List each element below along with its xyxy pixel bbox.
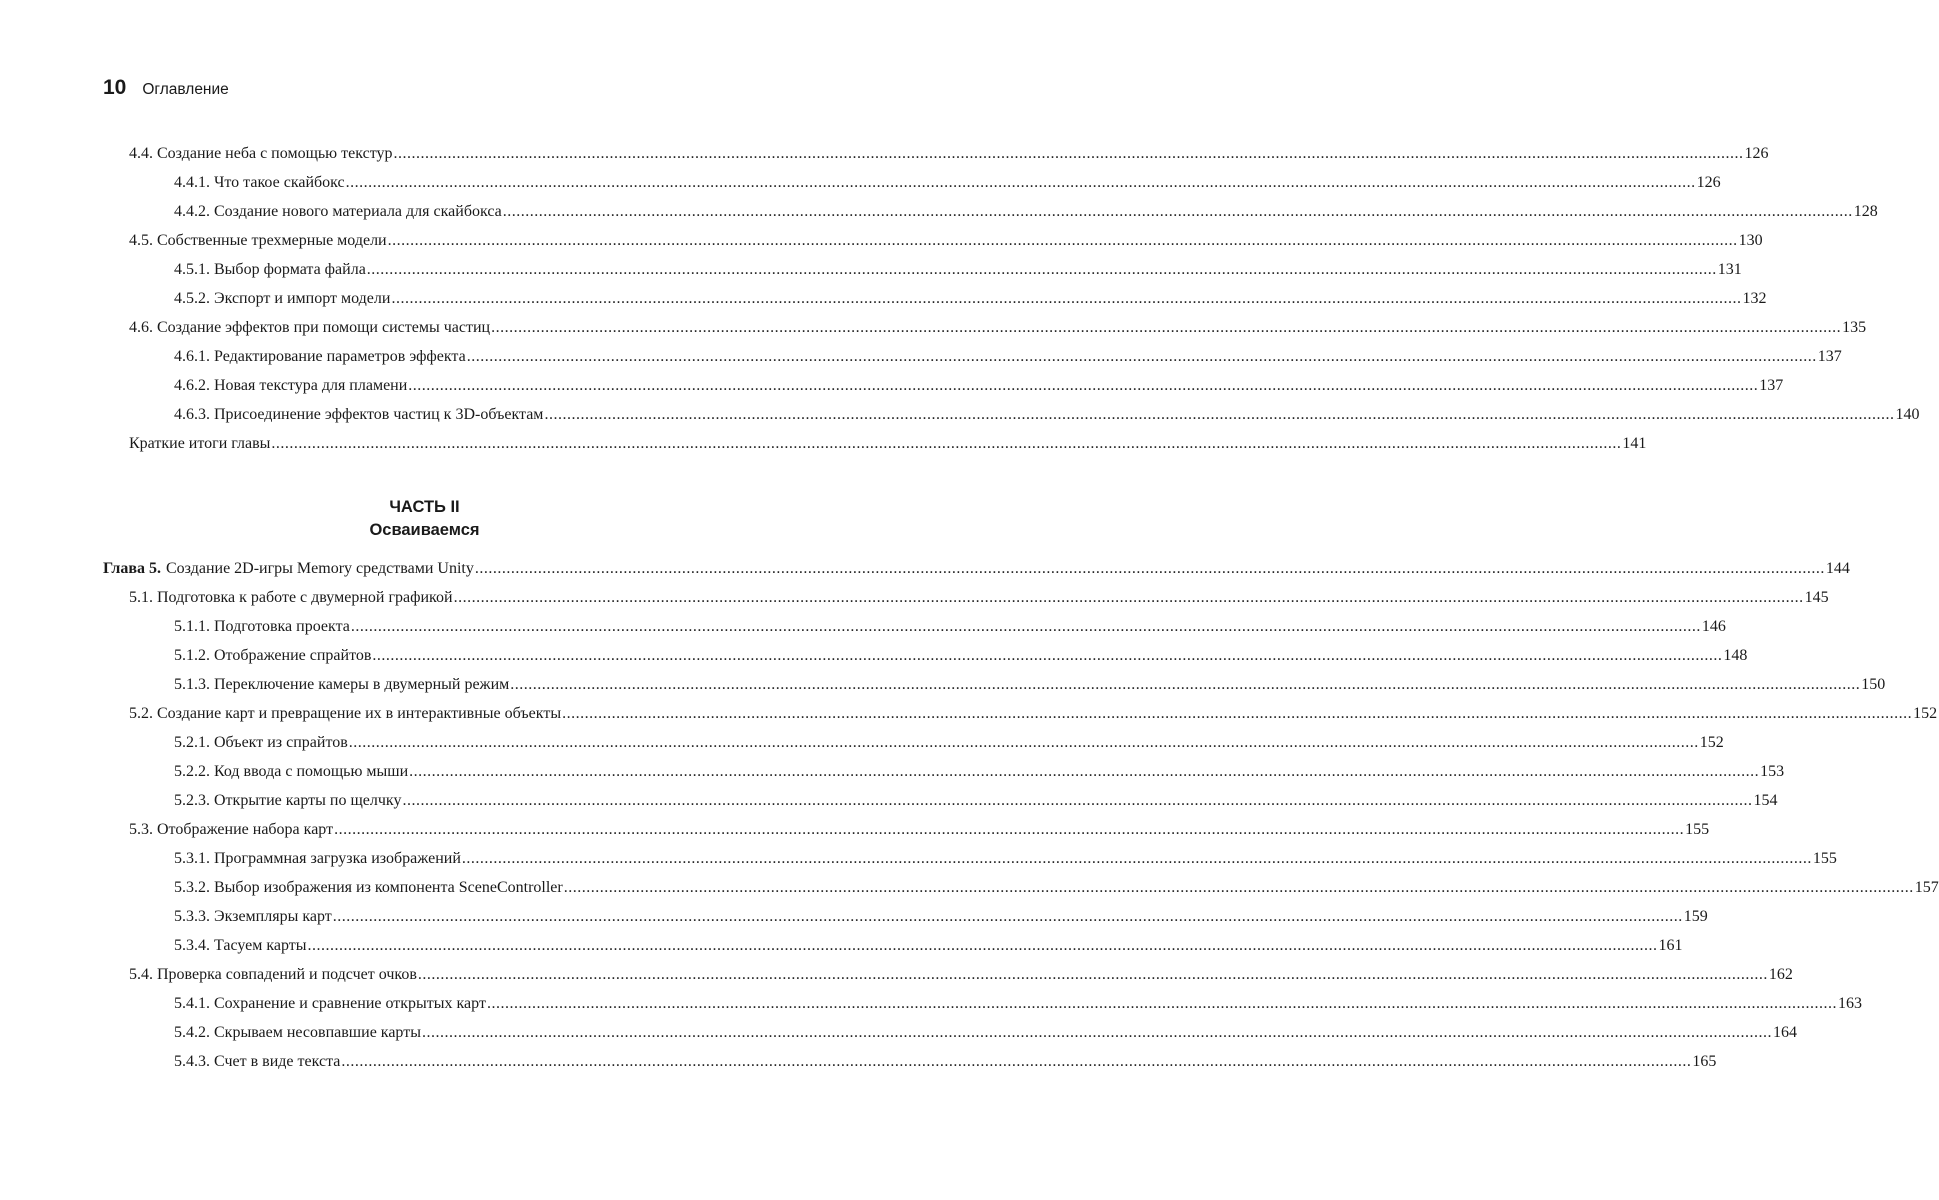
dot-leader: ............................................................................................................................................................................................................................................................................................................ <box>366 261 1717 278</box>
running-head <box>103 76 229 100</box>
toc-entry-title <box>174 670 509 699</box>
toc-entry <box>0 1018 1797 1047</box>
toc-entry <box>0 757 1785 786</box>
toc-page-number: 146 <box>1701 618 1726 635</box>
toc-entry-text: 4.6.3. Присоединение эффектов частиц к 3D-объектам <box>174 406 544 423</box>
toc-entry <box>0 313 1867 342</box>
toc-entry-text: 5.4.2. Скрываем несовпавшие карты <box>174 1024 421 1041</box>
toc-entry-title <box>103 554 474 583</box>
dot-leader: ............................................................................................................................................................................................................................................................................................................ <box>486 995 1837 1012</box>
toc-entry-text: 5.2.2. Код ввода с помощью мыши <box>174 763 409 780</box>
dot-leader: ............................................................................................................................................................................................................................................................................................................ <box>271 435 1622 452</box>
toc-entry-text: 5.3. Отображение набора карт <box>129 821 334 838</box>
toc-entry <box>0 342 1842 371</box>
toc-entry-title <box>174 197 502 226</box>
toc-entry-text: 5.2. Создание карт и превращение их в интерактивные объекты <box>129 705 562 722</box>
toc-page-number: 137 <box>1817 348 1842 365</box>
toc-page-number: 154 <box>1753 792 1778 809</box>
running-title: Оглавление <box>142 81 229 98</box>
toc-entry-title <box>174 342 466 371</box>
toc-page-number: 159 <box>1683 908 1708 925</box>
dot-leader: ............................................................................................................................................................................................................................................................................................................ <box>387 232 1738 249</box>
dot-leader: ............................................................................................................................................................................................................................................................................................................ <box>372 647 1723 664</box>
toc-entry-title <box>174 1018 421 1047</box>
dot-leader: ............................................................................................................................................................................................................................................................................................................ <box>341 1053 1692 1070</box>
toc-entry <box>0 255 1742 284</box>
toc-entry-text: 5.4.1. Сохранение и сравнение открытых карт <box>174 995 486 1012</box>
toc-entry-title <box>174 902 332 931</box>
toc-entry <box>0 670 1886 699</box>
toc-entry-text: 5.3.4. Тасуем карты <box>174 937 307 954</box>
dot-leader: ............................................................................................................................................................................................................................................................................................................ <box>466 348 1817 365</box>
dot-leader: ............................................................................................................................................................................................................................................................................................................ <box>562 705 1913 722</box>
toc-entry-text: 5.3.3. Экземпляры карт <box>174 908 332 925</box>
toc-entry-text: 4.5.2. Экспорт и импорт модели <box>174 290 391 307</box>
toc-entry <box>0 786 1778 815</box>
toc-entry <box>0 612 1726 641</box>
toc-entry <box>0 902 1708 931</box>
toc-entry-title <box>129 815 333 844</box>
toc-section-chapter-4 <box>0 139 1920 458</box>
dot-leader: ............................................................................................................................................................................................................................................................................................................ <box>334 821 1685 838</box>
toc-entry-title <box>174 728 348 757</box>
toc-entry-title <box>174 989 486 1018</box>
dot-leader: ............................................................................................................................................................................................................................................................................................................ <box>391 290 1742 307</box>
toc-entry <box>0 139 1769 168</box>
toc-page-number: 152 <box>1699 734 1724 751</box>
part-heading <box>0 496 849 542</box>
toc-entry-text: Создание 2D-игры Memory средствами Unity <box>166 560 474 577</box>
toc-page-number: 152 <box>1913 705 1938 722</box>
dot-leader: ............................................................................................................................................................................................................................................................................................................ <box>502 203 1853 220</box>
toc-entry <box>0 168 1721 197</box>
toc-entry-title <box>174 786 401 815</box>
part-title: Осваиваемся <box>369 521 480 539</box>
toc-entry-title <box>174 371 407 400</box>
toc-entry-title <box>174 844 461 873</box>
dot-leader: ............................................................................................................................................................................................................................................................................................................ <box>332 908 1683 925</box>
toc-page-number: 132 <box>1742 290 1767 307</box>
toc-entry-text: 5.3.1. Программная загрузка изображений <box>174 850 461 867</box>
toc-page-number: 135 <box>1842 319 1867 336</box>
toc-entry-title <box>174 612 350 641</box>
toc-page-number: 126 <box>1696 174 1721 191</box>
dot-leader: ............................................................................................................................................................................................................................................................................................................ <box>402 792 1753 809</box>
toc-page-number: 163 <box>1837 995 1862 1012</box>
toc-entry-title <box>129 960 417 989</box>
toc-entry <box>0 429 1647 458</box>
toc-entry <box>0 371 1784 400</box>
dot-leader: ............................................................................................................................................................................................................................................................................................................ <box>409 763 1760 780</box>
dot-leader: ............................................................................................................................................................................................................................................................................................................ <box>510 676 1861 693</box>
toc-entry-text: 5.1.1. Подготовка проекта <box>174 618 350 635</box>
toc-entry-text: 4.4.2. Создание нового материала для скайбокса <box>174 203 502 220</box>
toc-page-number: 126 <box>1744 145 1769 162</box>
toc-entry <box>0 960 1793 989</box>
toc-entry <box>0 1047 1717 1076</box>
toc-entry-title <box>129 699 561 728</box>
dot-leader: ............................................................................................................................................................................................................................................................................................................ <box>417 966 1768 983</box>
toc-entry-text: 5.1.2. Отображение спрайтов <box>174 647 372 664</box>
toc-entry-text: 4.4. Создание неба с помощью текстур <box>129 145 393 162</box>
toc-entry-text: Краткие итоги главы <box>129 435 271 452</box>
toc-page-number: 145 <box>1804 589 1829 606</box>
toc-page-number: 131 <box>1717 261 1742 278</box>
toc-entry <box>0 284 1767 313</box>
toc-entry-title <box>129 313 490 342</box>
toc-page-number: 155 <box>1685 821 1710 838</box>
toc-entry-text: 4.6.2. Новая текстура для пламени <box>174 377 408 394</box>
toc-entry <box>0 873 1939 902</box>
dot-leader: ............................................................................................................................................................................................................................................................................................................ <box>563 879 1914 896</box>
toc-entry <box>0 226 1763 255</box>
toc-entry <box>0 989 1862 1018</box>
dot-leader: ............................................................................................................................................................................................................................................................................................................ <box>307 937 1658 954</box>
toc-page-number: 130 <box>1738 232 1763 249</box>
toc-entry-title <box>174 1047 340 1076</box>
toc-entry-title <box>174 641 371 670</box>
toc-entry <box>0 815 1710 844</box>
dot-leader: ............................................................................................................................................................................................................................................................................................................ <box>544 406 1895 423</box>
toc-entry-text: 5.2.3. Открытие карты по щелчку <box>174 792 402 809</box>
toc-entry-title <box>174 255 366 284</box>
dot-leader: ............................................................................................................................................................................................................................................................................................................ <box>474 560 1825 577</box>
toc-entry <box>0 641 1748 670</box>
toc-entry-text: 4.4.1. Что такое скайбокс <box>174 174 345 191</box>
toc-entry-text: 4.6. Создание эффектов при помощи системы частиц <box>129 319 491 336</box>
page-number: 10 <box>103 76 127 99</box>
dot-leader: ............................................................................................................................................................................................................................................................................................................ <box>393 145 1744 162</box>
toc-entry-title <box>174 400 543 429</box>
dot-leader: ............................................................................................................................................................................................................................................................................................................ <box>421 1024 1772 1041</box>
toc-entry-title <box>174 931 307 960</box>
dot-leader: ............................................................................................................................................................................................................................................................................................................ <box>491 319 1842 336</box>
toc-entry-title <box>174 757 408 786</box>
toc-chapter-entry <box>0 554 1850 583</box>
chapter-label: Глава 5. <box>103 560 161 577</box>
toc-page-number: 141 <box>1622 435 1647 452</box>
dot-leader: ............................................................................................................................................................................................................................................................................................................ <box>350 618 1701 635</box>
toc-entry-title <box>129 583 453 612</box>
toc-entry-text: 5.4.3. Счет в виде текста <box>174 1053 341 1070</box>
part-label: ЧАСТЬ II <box>389 498 460 516</box>
toc-page-number: 165 <box>1692 1053 1717 1070</box>
toc-entry <box>0 931 1683 960</box>
toc-entry-text: 5.3.2. Выбор изображения из компонента SceneController <box>174 879 563 896</box>
toc-entry <box>0 699 1938 728</box>
toc-entry-text: 4.5.1. Выбор формата файла <box>174 261 366 278</box>
toc-entry <box>0 844 1837 873</box>
dot-leader: ............................................................................................................................................................................................................................................................................................................ <box>345 174 1696 191</box>
toc-entry-title <box>129 226 387 255</box>
toc-entry-title <box>174 168 345 197</box>
toc-page-number: 153 <box>1760 763 1785 780</box>
toc-page-number: 150 <box>1861 676 1886 693</box>
dot-leader: ............................................................................................................................................................................................................................................................................................................ <box>453 589 1804 606</box>
toc-page-number: 155 <box>1812 850 1837 867</box>
toc-entry <box>0 728 1724 757</box>
toc-entry-text: 5.1.3. Переключение камеры в двумерный режим <box>174 676 510 693</box>
dot-leader: ............................................................................................................................................................................................................................................................................................................ <box>461 850 1812 867</box>
toc-page-number: 137 <box>1759 377 1784 394</box>
toc-section-chapter-5 <box>0 554 1939 1076</box>
toc-entry-text: 4.6.1. Редактирование параметров эффекта <box>174 348 466 365</box>
toc-entry <box>0 583 1829 612</box>
toc-page-number: 140 <box>1895 406 1920 423</box>
toc-entry-title <box>174 284 390 313</box>
toc-page-number: 148 <box>1723 647 1748 664</box>
toc-entry-title <box>129 429 270 458</box>
toc-entry-text: 5.4. Проверка совпадений и подсчет очков <box>129 966 417 983</box>
dot-leader: ............................................................................................................................................................................................................................................................................................................ <box>348 734 1699 751</box>
dot-leader: ............................................................................................................................................................................................................................................................................................................ <box>408 377 1759 394</box>
toc-page-number: 128 <box>1853 203 1878 220</box>
toc-entry <box>0 197 1878 226</box>
toc-entry-text: 5.1. Подготовка к работе с двумерной графикой <box>129 589 453 606</box>
toc-entry-text: 4.5. Собственные трехмерные модели <box>129 232 387 249</box>
toc-page-number: 164 <box>1772 1024 1797 1041</box>
toc-page-number: 157 <box>1914 879 1939 896</box>
toc-page-number: 144 <box>1825 560 1850 577</box>
toc-entry <box>0 400 1920 429</box>
toc-page-number: 162 <box>1768 966 1793 983</box>
toc-entry-title <box>174 873 563 902</box>
toc-entry-title <box>129 139 392 168</box>
toc-entry-text: 5.2.1. Объект из спрайтов <box>174 734 348 751</box>
toc-page-number: 161 <box>1658 937 1683 954</box>
